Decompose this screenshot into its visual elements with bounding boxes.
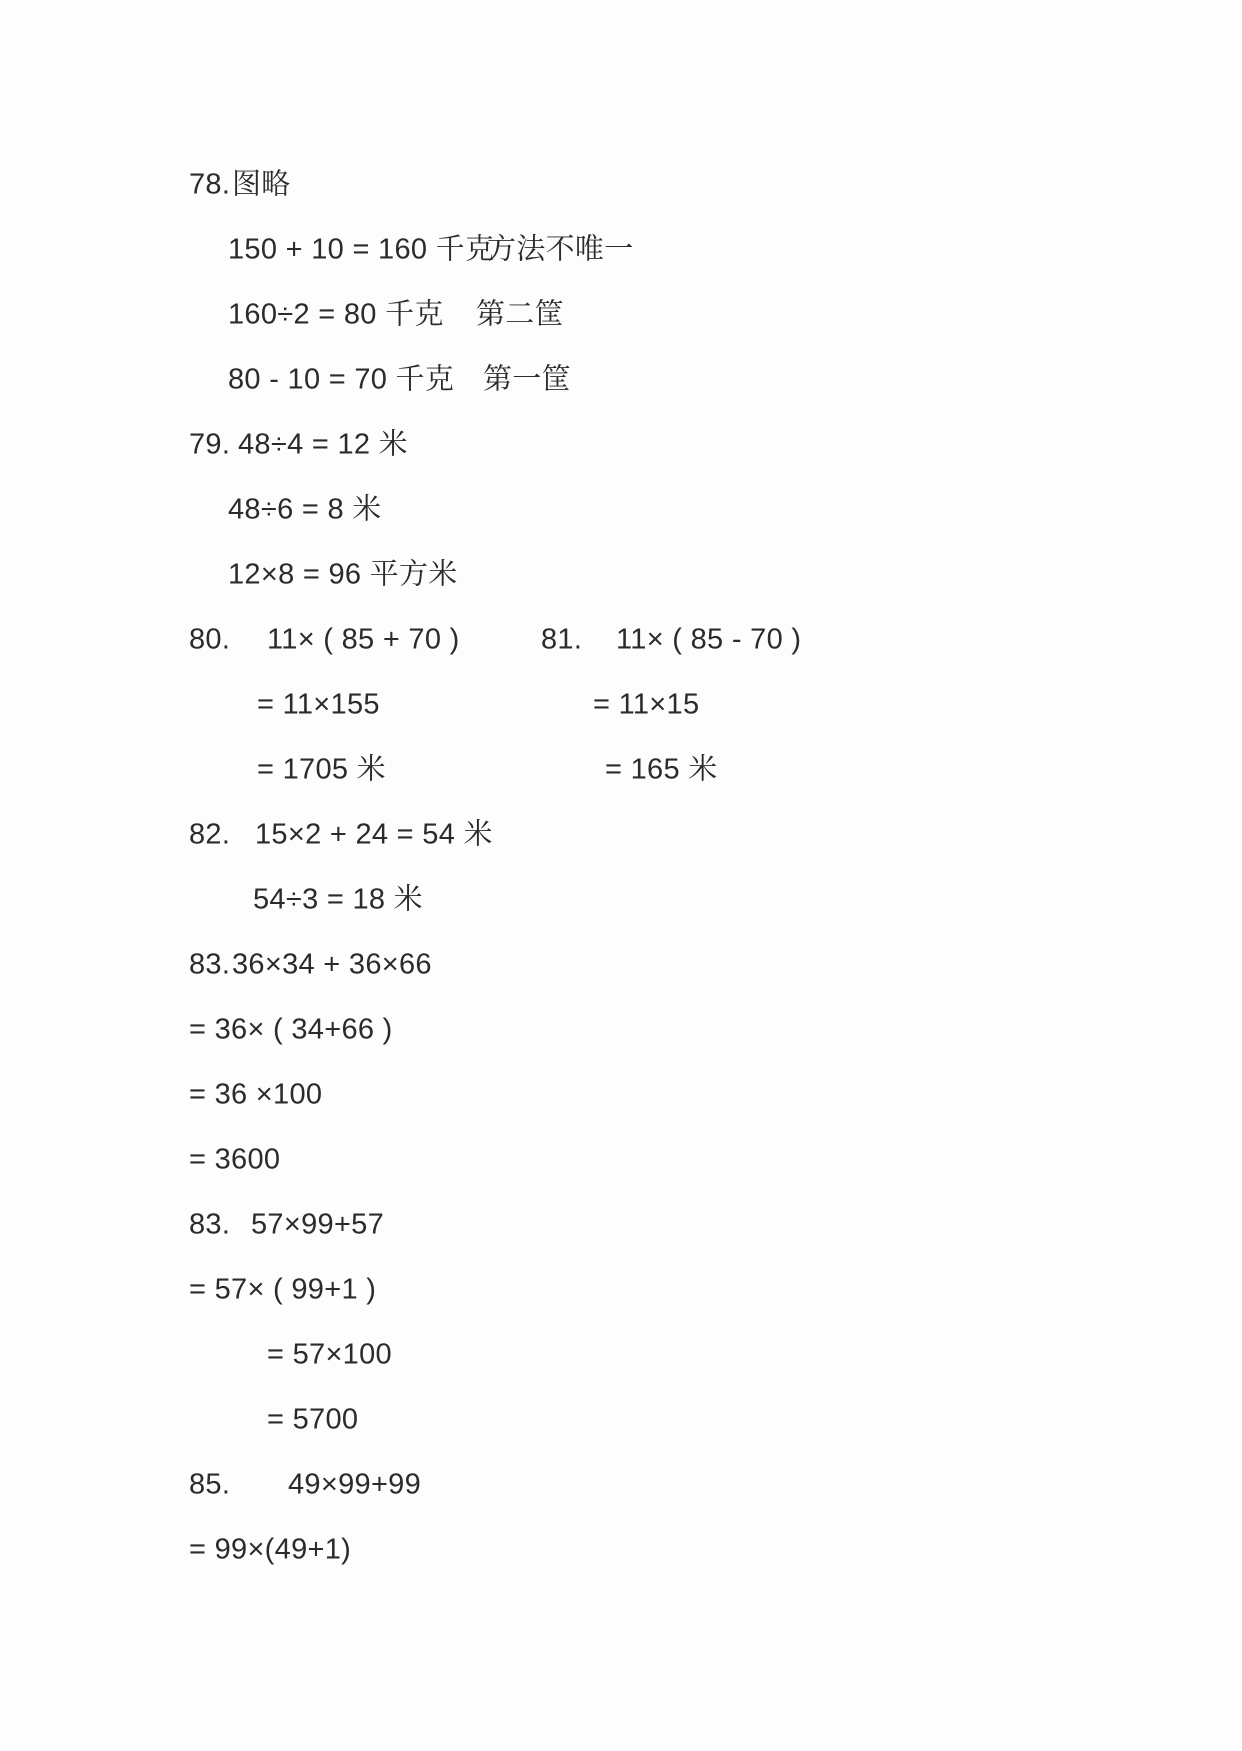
text-segment: = 3600 bbox=[189, 1143, 281, 1176]
text-segment: 48÷4 = 12 米 bbox=[238, 428, 408, 461]
text-segment: 12×8 = 96 平方米 bbox=[228, 558, 458, 591]
text-segment: 79. bbox=[189, 428, 231, 461]
text-segment: 11× ( 85 + 70 ) bbox=[267, 623, 460, 656]
text-segment: = 99×(49+1) bbox=[189, 1533, 352, 1566]
text-segment: 81. bbox=[541, 623, 583, 656]
text-segment: 80. bbox=[189, 623, 231, 656]
text-segment: 方法不唯一 bbox=[487, 233, 634, 266]
text-segment: 49×99+99 bbox=[288, 1468, 422, 1501]
text-segment: 78. bbox=[189, 168, 231, 201]
text-segment: = 11×155 bbox=[257, 688, 380, 721]
text-segment: 36×34 + 36×66 bbox=[232, 948, 432, 981]
text-segment: = 36 ×100 bbox=[189, 1078, 323, 1111]
text-segment: = 5700 bbox=[267, 1403, 359, 1436]
text-segment: 第一筐 bbox=[483, 363, 571, 396]
text-segment: 图略 bbox=[232, 168, 291, 201]
text-segment: 80 - 10 = 70 千克 bbox=[228, 363, 455, 396]
text-segment: = 57× ( 99+1 ) bbox=[189, 1273, 377, 1306]
text-segment: = 57×100 bbox=[267, 1338, 392, 1371]
text-segment: 83. bbox=[189, 948, 231, 981]
text-segment: 15×2 + 24 = 54 米 bbox=[255, 818, 493, 851]
text-segment: 82. bbox=[189, 818, 231, 851]
text-segment: = 11×15 bbox=[593, 688, 700, 721]
text-segment: 160÷2 = 80 千克 bbox=[228, 298, 444, 331]
text-segment: = 165 米 bbox=[605, 753, 718, 786]
text-segment: = 36× ( 34+66 ) bbox=[189, 1013, 393, 1046]
text-segment: 11× ( 85 - 70 ) bbox=[616, 623, 802, 656]
text-segment: 85. bbox=[189, 1468, 231, 1501]
text-segment: 54÷3 = 18 米 bbox=[253, 883, 423, 916]
text-segment: 83. bbox=[189, 1208, 231, 1241]
text-segment: 第二筐 bbox=[476, 298, 564, 331]
text-segment: 48÷6 = 8 米 bbox=[228, 493, 382, 526]
text-segment: = 1705 米 bbox=[257, 753, 386, 786]
text-segment: 57×99+57 bbox=[251, 1208, 385, 1241]
text-segment: 150 + 10 = 160 千克 bbox=[228, 233, 495, 266]
